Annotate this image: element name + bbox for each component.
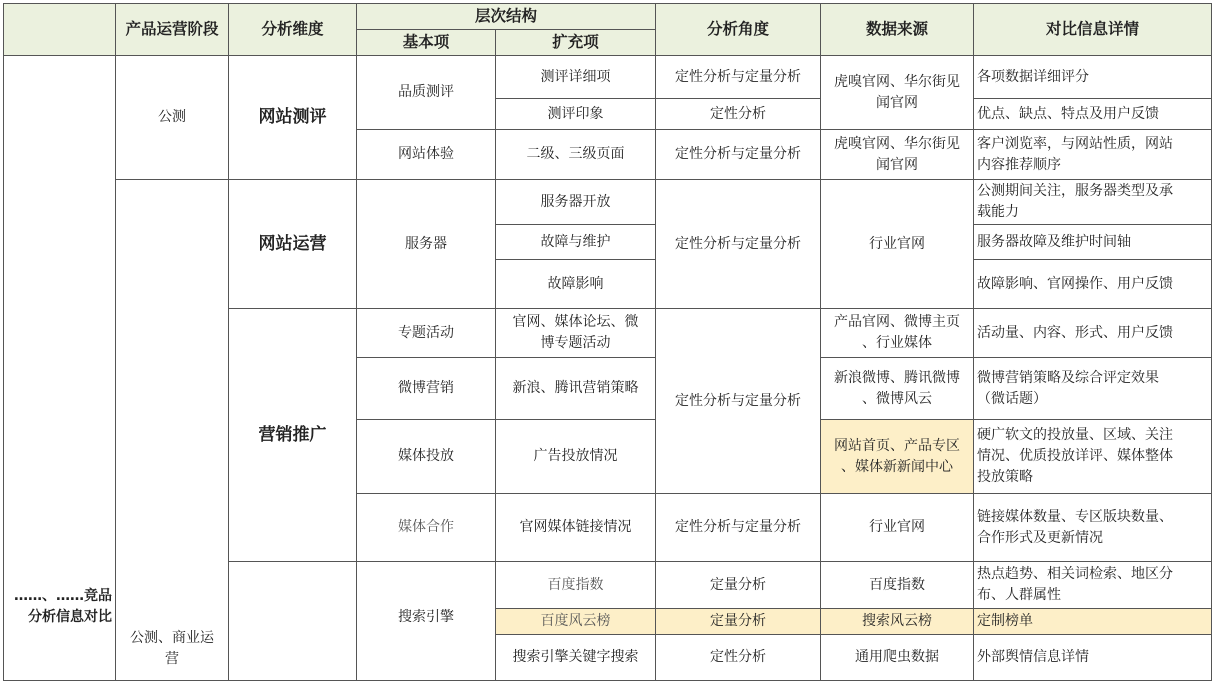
dimension-site-ops: 网站运营: [228, 179, 357, 309]
angle-cell: 定性分析与定量分析: [655, 55, 821, 99]
detail-cell: 微博营销策略及综合评定效果 （微话题）: [973, 357, 1212, 420]
basic-server: 服务器: [356, 179, 496, 309]
source-cell: 新浪微博、腾讯微博 、微博风云: [820, 357, 974, 420]
expand-item: 官网、媒体论坛、微 博专题活动: [495, 308, 656, 358]
source-cell: 通用爬虫数据: [820, 634, 974, 681]
header-basic: 基本项: [356, 29, 496, 56]
source-cell: 行业官网: [820, 179, 974, 309]
detail-cell: 故障影响、官网操作、用户反馈: [973, 259, 1212, 309]
detail-cell: 热点趋势、相关词检索、地区分 布、人群属性: [973, 561, 1212, 609]
header-hierarchy: 层次结构: [356, 3, 656, 30]
detail-cell: 定制榜单: [973, 608, 1212, 635]
angle-cell: 定量分析: [655, 561, 821, 609]
expand-item: 服务器开放: [495, 179, 656, 225]
detail-cell: 外部舆情信息详情: [973, 634, 1212, 681]
header-expand: 扩充项: [495, 29, 656, 56]
detail-cell: 各项数据详细评分: [973, 55, 1212, 99]
source-cell: 虎嗅官网、华尔街见 闻官网: [820, 55, 974, 130]
header-angle: 分析角度: [655, 3, 821, 56]
row-group-label: ……、……竞品 分析信息对比: [3, 55, 116, 681]
source-cell: 产品官网、微博主页 、行业媒体: [820, 308, 974, 358]
angle-cell: 定性分析: [655, 634, 821, 681]
angle-cell: 定性分析: [655, 98, 821, 130]
expand-item: 测评详细项: [495, 55, 656, 99]
source-cell: 虎嗅官网、华尔街见 闻官网: [820, 129, 974, 180]
dimension-marketing: 营销推广: [228, 308, 357, 562]
detail-cell: 服务器故障及维护时间轴: [973, 224, 1212, 260]
basic-experience: 网站体验: [356, 129, 496, 180]
angle-cell: 定性分析与定量分析: [655, 129, 821, 180]
expand-item: 搜索引擎关键字搜索: [495, 634, 656, 681]
source-cell: 百度指数: [820, 561, 974, 609]
angle-cell: 定性分析与定量分析: [655, 179, 821, 309]
source-cell: 行业官网: [820, 493, 974, 562]
angle-cell: 定性分析与定量分析: [655, 493, 821, 562]
stage-public-commercial: 公测、商业运 营: [115, 179, 229, 681]
dimension-empty: [228, 561, 357, 681]
dimension-site-review: 网站测评: [228, 55, 357, 180]
basic-weibo: 微博营销: [356, 357, 496, 420]
header-source: 数据来源: [820, 3, 974, 56]
expand-item: 百度指数: [495, 561, 656, 609]
header-detail: 对比信息详情: [973, 3, 1212, 56]
expand-item: 官网媒体链接情况: [495, 493, 656, 562]
expand-item: 百度风云榜: [495, 608, 656, 635]
detail-cell: 公测期间关注，服务器类型及承 载能力: [973, 179, 1212, 225]
angle-cell: 定性分析与定量分析: [655, 308, 821, 494]
expand-item: 广告投放情况: [495, 419, 656, 494]
source-cell: 网站首页、产品专区 、媒体新新闻中心: [820, 419, 974, 494]
basic-quality: 品质测评: [356, 55, 496, 130]
expand-item: 测评印象: [495, 98, 656, 130]
expand-item: 故障与维护: [495, 224, 656, 260]
stage-public-test: 公测: [115, 55, 229, 180]
expand-item: 二级、三级页面: [495, 129, 656, 180]
detail-cell: 活动量、内容、形式、用户反馈: [973, 308, 1212, 358]
expand-item: 新浪、腾讯营销策略: [495, 357, 656, 420]
header-stage: 产品运营阶段: [115, 3, 229, 56]
expand-item: 故障影响: [495, 259, 656, 309]
detail-cell: 优点、缺点、特点及用户反馈: [973, 98, 1212, 130]
basic-campaign: 专题活动: [356, 308, 496, 358]
detail-cell: 链接媒体数量、专区版块数量、 合作形式及更新情况: [973, 493, 1212, 562]
basic-media-ads: 媒体投放: [356, 419, 496, 494]
header-dimension: 分析维度: [228, 3, 357, 56]
angle-cell: 定量分析: [655, 608, 821, 635]
basic-search: 搜索引擎: [356, 561, 496, 681]
header-corner: [3, 3, 116, 56]
source-cell: 搜索风云榜: [820, 608, 974, 635]
detail-cell: 硬广软文的投放量、区域、关注 情况、优质投放详评、媒体整体 投放策略: [973, 419, 1212, 494]
basic-media-coop: 媒体合作: [356, 493, 496, 562]
detail-cell: 客户浏览率，与网站性质，网站 内容推荐顺序: [973, 129, 1212, 180]
